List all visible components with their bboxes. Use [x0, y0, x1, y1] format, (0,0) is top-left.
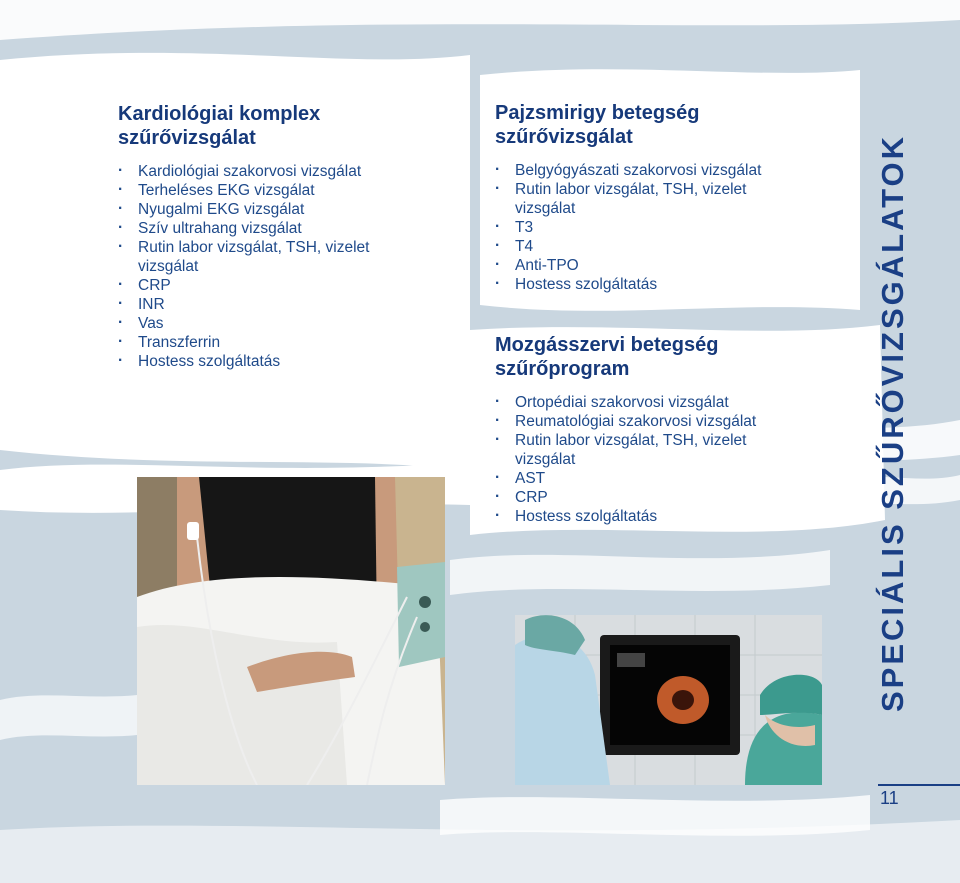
thyroid-list	[495, 161, 795, 294]
list-item: · Reumatológiai szakorvosi vizsgálat	[495, 412, 795, 431]
page-number-rule	[878, 784, 960, 786]
list-item: · Rutin labor vizsgálat, TSH, vizelet vizsgálat	[495, 180, 795, 218]
list-item: · CRP	[118, 276, 418, 295]
list-item: · CRP	[495, 488, 795, 507]
page-number: 11	[880, 788, 899, 808]
list-item: · INR	[118, 295, 418, 314]
endoscopy-photo-illustration	[515, 615, 822, 785]
thyroid-title: Pajzsmirigy betegség szűrővizsgálat	[495, 102, 700, 148]
musculoskeletal-title: Mozgásszervi betegség szűrőprogram	[495, 334, 719, 380]
list-item: · Kardiológiai szakorvosi vizsgálat	[118, 162, 418, 181]
list-item: · Hostess szolgáltatás	[118, 352, 418, 371]
cardiology-title: Kardiológiai komplex szűrővizsgálat	[118, 103, 321, 149]
list-item: · Terheléses EKG vizsgálat	[118, 181, 418, 200]
list-item: · T4	[495, 237, 795, 256]
list-item: · Anti-TPO	[495, 256, 795, 275]
list-item: · Ortopédiai szakorvosi vizsgálat	[495, 393, 795, 412]
cardiology-list	[118, 162, 418, 371]
list-item: · Vas	[118, 314, 418, 333]
list-item: · Nyugalmi EKG vizsgálat	[118, 200, 418, 219]
list-item: · Transzferrin	[118, 333, 418, 352]
list-item: · Rutin labor vizsgálat, TSH, vizelet vizsgálat	[118, 238, 418, 276]
endoscopy-photo	[515, 615, 822, 785]
list-item: · T3	[495, 218, 795, 237]
list-item: · Hostess szolgáltatás	[495, 275, 795, 294]
list-item: · Hostess szolgáltatás	[495, 507, 795, 526]
thyroid-section	[495, 101, 795, 294]
side-title: SPECIÁLIS SZŰRŐVIZSGÁLATOK	[875, 133, 910, 712]
musculoskeletal-list	[495, 393, 795, 526]
ekg-photo-illustration	[137, 477, 445, 785]
list-item: · Belgyógyászati szakorvosi vizsgálat	[495, 161, 795, 180]
list-item: · Rutin labor vizsgálat, TSH, vizelet vizsgálat	[495, 431, 795, 469]
cardiology-section	[118, 102, 418, 371]
ekg-exam-photo	[137, 477, 445, 785]
list-item: · AST	[495, 469, 795, 488]
list-item: · Szív ultrahang vizsgálat	[118, 219, 418, 238]
musculoskeletal-section	[495, 333, 795, 526]
